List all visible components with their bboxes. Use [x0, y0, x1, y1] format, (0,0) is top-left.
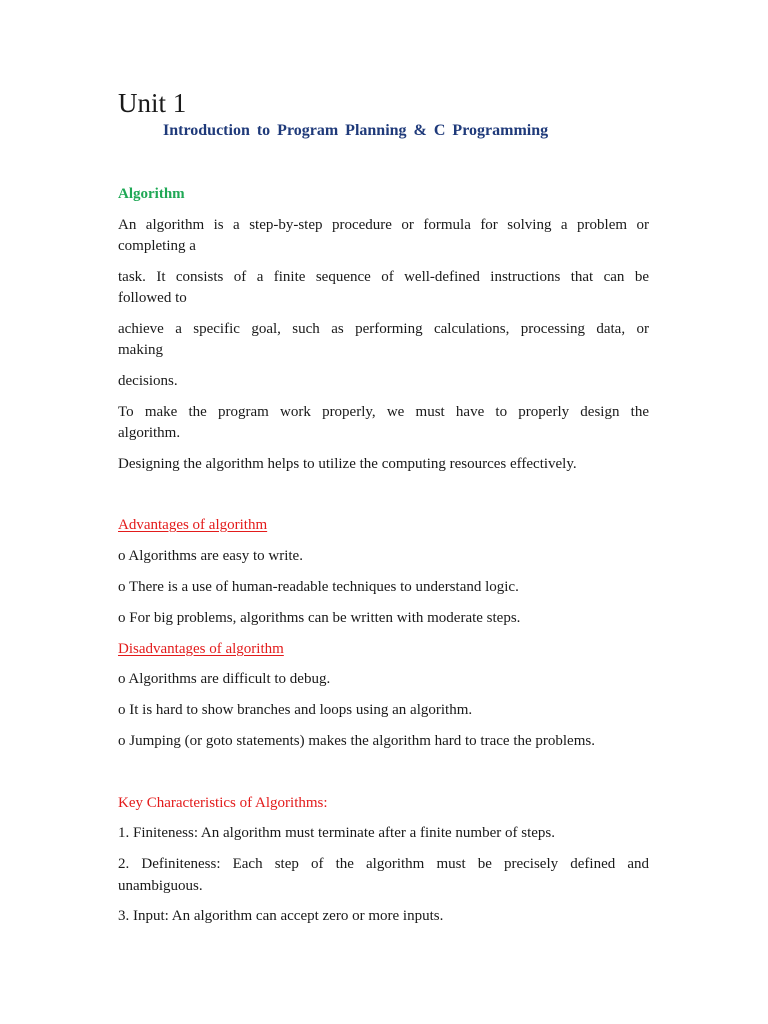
characteristic-item: 3. Input: An algorithm can accept zero or more inputs. — [118, 908, 444, 924]
characteristic-item-continuation: unambiguous. — [118, 878, 203, 894]
algorithm-text-line-6: making — [118, 342, 163, 358]
disadvantages-heading: Disadvantages of algorithm — [118, 641, 284, 657]
algorithm-text-line-7: decisions. — [118, 373, 178, 389]
advantages-heading: Advantages of algorithm — [118, 517, 268, 533]
document-subtitle: Introduction to Program Planning & C Programming — [163, 122, 549, 139]
algorithm-heading: Algorithm — [118, 186, 185, 202]
advantage-item: o For big problems, algorithms can be written with moderate steps. — [118, 610, 521, 626]
disadvantage-item: o It is hard to show branches and loops using an algorithm. — [118, 702, 473, 718]
unit-title: Unit 1 — [118, 88, 187, 118]
advantage-item: o There is a use of human-readable techniques to understand logic. — [118, 579, 519, 595]
disadvantage-item: o Algorithms are difficult to debug. — [118, 671, 331, 687]
characteristic-item: 2. Definiteness: Each step of the algorithm must be precisely defined and — [118, 856, 649, 872]
algorithm-text-line-1: An algorithm is a step-by-step procedure or formula for solving a problem or — [118, 217, 649, 233]
algorithm-para3: Designing the algorithm helps to utilize the computing resources effectively. — [118, 456, 577, 472]
algorithm-text-line-2: completing a — [118, 238, 196, 254]
disadvantage-item: o Jumping (or goto statements) makes the algorithm hard to trace the problems. — [118, 733, 595, 749]
characteristic-item: 1. Finiteness: An algorithm must terminate after a finite number of steps. — [118, 825, 555, 841]
advantage-item: o Algorithms are easy to write. — [118, 548, 303, 564]
algorithm-text-line-3: task. It consists of a finite sequence of well-defined instructions that can be — [118, 269, 649, 285]
algorithm-para2-line-1: To make the program work properly, we must have to properly design the — [118, 404, 649, 420]
characteristics-heading: Key Characteristics of Algorithms: — [118, 795, 328, 811]
algorithm-text-line-4: followed to — [118, 290, 187, 306]
algorithm-text-line-5: achieve a specific goal, such as performing calculations, processing data, or — [118, 321, 649, 337]
algorithm-para2-line-2: algorithm. — [118, 425, 181, 441]
